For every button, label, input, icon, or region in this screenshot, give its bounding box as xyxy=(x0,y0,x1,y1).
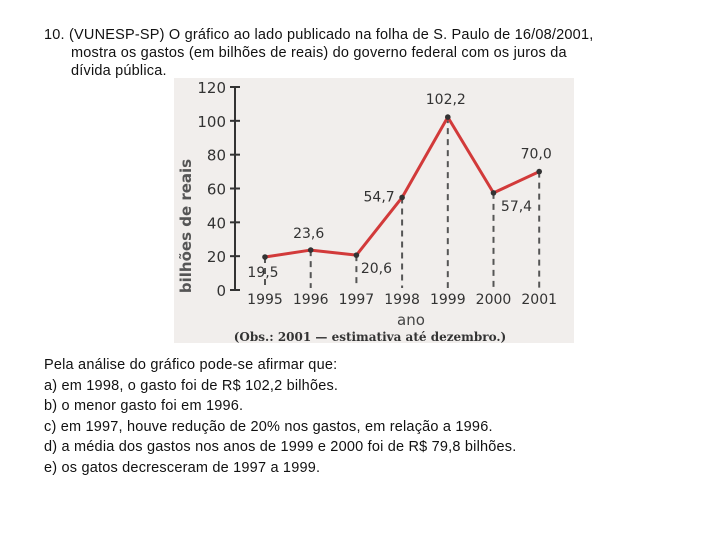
line-chart xyxy=(174,78,574,343)
y-tick-label: 120 xyxy=(197,79,226,97)
question-text xyxy=(44,26,672,80)
data-label: 102,2 xyxy=(425,92,466,109)
y-tick-label: 20 xyxy=(206,248,226,267)
chart-image xyxy=(174,78,574,343)
x-tick-label: 2000 xyxy=(475,292,512,308)
data-point xyxy=(491,190,497,196)
option-e[interactable]: e) os gatos decresceram de 1997 a 1999. xyxy=(44,459,321,476)
data-label: 54,7 xyxy=(363,189,395,206)
data-label: 70,0 xyxy=(520,146,552,163)
x-tick-label: 1995 xyxy=(247,292,283,308)
option-b[interactable]: b) o menor gasto foi em 1996. xyxy=(44,398,244,414)
x-tick-label: 1997 xyxy=(338,292,375,308)
y-tick-label: 100 xyxy=(197,112,226,131)
y-tick-label: 0 xyxy=(216,282,226,300)
data-label: 20,6 xyxy=(360,261,392,278)
x-axis-label: ano xyxy=(397,311,425,329)
data-point xyxy=(262,254,268,260)
data-point xyxy=(536,169,542,175)
option-d[interactable]: d) a média dos gastos nos anos de 1999 e 2000 foi de R$ 79,8 bilhões. xyxy=(44,439,517,455)
answer-intro: Pela análise do gráfico pode-se afirmar que: xyxy=(44,357,338,373)
data-point xyxy=(399,195,405,201)
x-tick-label: 2001 xyxy=(521,292,558,308)
option-c[interactable]: c) em 1997, houve redução de 20% nos gastos, em relação a 1996. xyxy=(44,418,493,435)
data-label: 23,6 xyxy=(293,226,325,243)
question-line-3: dívida pública. xyxy=(71,63,167,79)
y-tick-label: 40 xyxy=(206,214,226,233)
data-label: 19,5 xyxy=(247,265,279,282)
x-tick-label: 1998 xyxy=(384,292,420,308)
question-number: 10. xyxy=(44,27,65,43)
x-tick-label: 1999 xyxy=(429,292,466,308)
y-axis-label: bilhões de reais xyxy=(177,158,195,294)
answer-block xyxy=(44,355,516,478)
question-line-1: (VUNESP-SP) O gráfico ao lado publicado na folha de S. Paulo de 16/08/2001, xyxy=(69,27,594,43)
chart-note: (Obs.: 2001 — estimativa até dezembro.) xyxy=(233,330,507,343)
x-tick-label: 1996 xyxy=(292,292,329,308)
data-point xyxy=(308,247,314,253)
data-point xyxy=(445,114,451,120)
question-line-2: mostra os gastos (em bilhões de reais) do governo federal com os juros da xyxy=(71,45,567,61)
data-label: 57,4 xyxy=(500,198,533,215)
data-point xyxy=(354,252,360,258)
y-tick-label: 80 xyxy=(206,146,226,165)
y-tick-label: 60 xyxy=(206,180,226,199)
option-a[interactable]: a) em 1998, o gasto foi de R$ 102,2 bilhões. xyxy=(44,377,339,394)
